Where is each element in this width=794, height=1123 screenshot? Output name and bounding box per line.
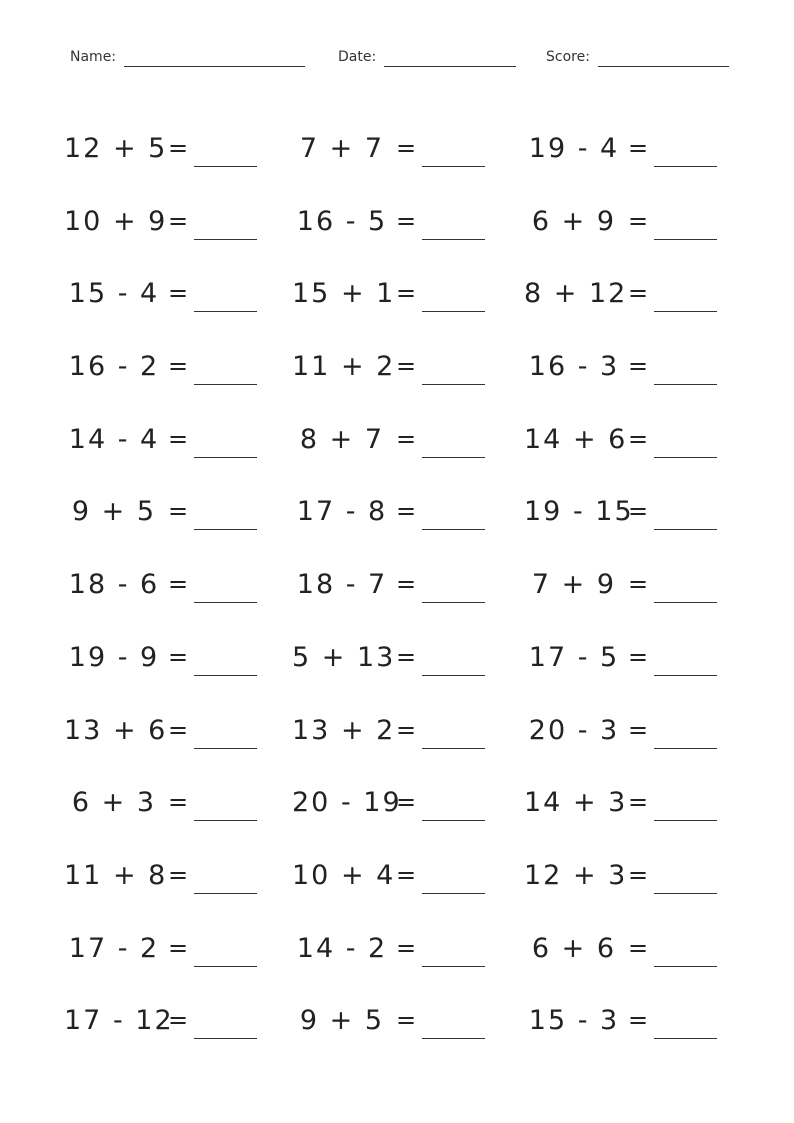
equals-sign: = [628,788,649,817]
answer-blank[interactable] [422,602,485,603]
problem-expression: 8 + 12 [524,278,628,310]
answer-blank[interactable] [194,457,257,458]
answer-blank[interactable] [654,602,717,603]
problem-expression: 12 + 5 [64,133,168,164]
equals-sign: = [628,206,649,235]
answer-blank[interactable] [422,457,485,458]
answer-blank[interactable] [654,675,717,676]
equals-sign: = [168,788,189,817]
problem-expression: 19 - 9 [68,641,160,673]
problem-item [292,124,522,176]
answer-blank[interactable] [654,166,717,167]
problem-expression: 5 + 13 [292,641,396,673]
equals-sign: = [396,497,417,526]
problem-item [292,633,522,685]
equals-sign: = [168,424,189,453]
problem-item [64,342,294,394]
equals-sign: = [628,933,649,962]
problem-expression: 9 + 5 [71,496,157,528]
problem-item [524,851,754,903]
equals-sign: = [168,497,189,526]
problem-expression: 19 - 4 [528,133,620,164]
problem-expression: 20 - 3 [528,714,620,746]
problem-item [524,197,754,249]
problem-expression: 17 - 12 [64,1005,174,1037]
problem-expression: 10 + 4 [292,859,396,891]
problem-expression: 18 - 7 [296,569,388,601]
problem-row [0,996,794,1069]
problem-item [292,487,522,539]
problem-row [0,124,794,197]
answer-blank[interactable] [422,384,485,385]
equals-sign: = [628,497,649,526]
equals-sign: = [628,1006,649,1035]
answer-blank[interactable] [194,1038,257,1039]
problem-expression: 16 - 3 [528,351,620,383]
equals-sign: = [168,860,189,889]
answer-blank[interactable] [422,239,485,240]
problem-item [524,924,754,976]
answer-blank[interactable] [654,893,717,894]
answer-blank[interactable] [422,166,485,167]
answer-blank[interactable] [654,239,717,240]
equals-sign: = [396,933,417,962]
problem-item [524,560,754,612]
equals-sign: = [628,424,649,453]
problem-expression: 17 - 8 [296,496,388,528]
problem-expression: 9 + 5 [299,1005,385,1037]
answer-blank[interactable] [654,311,717,312]
equals-sign: = [168,134,189,162]
answer-blank[interactable] [654,820,717,821]
answer-blank[interactable] [194,820,257,821]
answer-blank[interactable] [422,311,485,312]
problem-item [64,124,294,176]
problem-row [0,851,794,924]
problem-row [0,342,794,415]
problem-expression: 10 + 9 [64,205,168,237]
problem-expression: 17 - 2 [68,932,160,964]
answer-blank[interactable] [654,529,717,530]
problem-item [64,851,294,903]
problem-item [292,778,522,830]
problem-item [64,924,294,976]
equals-sign: = [396,424,417,453]
problem-expression: 8 + 7 [299,423,385,455]
problem-expression: 14 - 2 [296,932,388,964]
problem-expression: 16 - 2 [68,351,160,383]
problem-item [292,706,522,758]
answer-blank[interactable] [654,966,717,967]
equals-sign: = [168,570,189,599]
problem-item [524,706,754,758]
problem-item [64,487,294,539]
equals-sign: = [628,642,649,671]
problem-expression: 7 + 7 [299,133,385,164]
equals-sign: = [396,279,417,308]
equals-sign: = [396,134,417,162]
problem-expression: 13 + 6 [64,714,168,746]
answer-blank[interactable] [654,748,717,749]
problem-item [524,996,754,1048]
problem-item [64,269,294,321]
problem-expression: 20 - 19 [292,787,402,819]
answer-blank[interactable] [194,384,257,385]
problem-expression: 12 + 3 [524,859,628,891]
problem-row [0,487,794,560]
answer-blank[interactable] [194,166,257,167]
equals-sign: = [628,352,649,381]
problem-item [64,706,294,758]
problem-item [292,197,522,249]
problem-item [524,778,754,830]
problem-row [0,560,794,633]
problem-expression: 15 - 4 [68,278,160,310]
equals-sign: = [628,134,649,162]
problem-expression: 18 - 6 [68,569,160,601]
name-input-line[interactable] [124,48,305,67]
problem-expression: 11 + 2 [292,351,396,383]
name-field [70,47,305,67]
equals-sign: = [396,1006,417,1035]
problem-expression: 19 - 15 [524,496,634,528]
equals-sign: = [168,1006,189,1035]
date-input-line[interactable] [384,48,516,67]
problem-item [64,633,294,685]
problem-row [0,633,794,706]
answer-blank[interactable] [654,457,717,458]
answer-blank[interactable] [194,239,257,240]
problem-item [524,269,754,321]
equals-sign: = [396,206,417,235]
problem-item [292,269,522,321]
equals-sign: = [628,715,649,744]
equals-sign: = [168,715,189,744]
problem-expression: 13 + 2 [292,714,396,746]
problem-item [64,996,294,1048]
problem-item [292,342,522,394]
problem-expression: 14 + 6 [524,423,628,455]
answer-blank[interactable] [194,675,257,676]
score-field [546,47,729,67]
problem-item [292,996,522,1048]
answer-blank[interactable] [194,893,257,894]
equals-sign: = [396,788,417,817]
problem-expression: 14 - 4 [68,423,160,455]
date-field [338,47,516,67]
problem-grid [0,124,794,1069]
equals-sign: = [168,933,189,962]
answer-blank[interactable] [194,529,257,530]
answer-blank[interactable] [194,748,257,749]
problem-row [0,706,794,779]
problem-item [524,124,754,176]
answer-blank[interactable] [194,966,257,967]
equals-sign: = [628,279,649,308]
equals-sign: = [396,570,417,599]
problem-item [524,487,754,539]
problem-item [524,415,754,467]
problem-row [0,415,794,488]
problem-item [64,560,294,612]
equals-sign: = [168,279,189,308]
problem-item [524,342,754,394]
problem-item [292,851,522,903]
problem-item [524,633,754,685]
problem-expression: 7 + 9 [531,569,617,601]
answer-blank[interactable] [194,311,257,312]
problem-expression: 14 + 3 [524,787,628,819]
problem-expression: 11 + 8 [64,859,168,891]
equals-sign: = [168,642,189,671]
answer-blank[interactable] [194,602,257,603]
problem-item [64,197,294,249]
problem-item [292,924,522,976]
answer-blank[interactable] [654,384,717,385]
score-label: Score: [546,49,590,65]
problem-expression: 15 + 1 [292,278,396,310]
problem-expression: 16 - 5 [296,205,388,237]
equals-sign: = [396,715,417,744]
score-input-line[interactable] [598,48,729,67]
problem-expression: 6 + 9 [531,205,617,237]
problem-row [0,197,794,270]
problem-expression: 6 + 3 [71,787,157,819]
answer-blank[interactable] [422,529,485,530]
problem-item [64,415,294,467]
problem-row [0,778,794,851]
problem-item [292,560,522,612]
equals-sign: = [628,570,649,599]
equals-sign: = [168,352,189,381]
answer-blank[interactable] [654,1038,717,1039]
answer-blank[interactable] [422,820,485,821]
problem-row [0,269,794,342]
worksheet-header [0,47,794,71]
problem-expression: 17 - 5 [528,641,620,673]
answer-blank[interactable] [422,893,485,894]
equals-sign: = [396,352,417,381]
equals-sign: = [168,206,189,235]
problem-item [292,415,522,467]
problem-item [64,778,294,830]
answer-blank[interactable] [422,966,485,967]
equals-sign: = [396,860,417,889]
problem-expression: 15 - 3 [528,1005,620,1037]
answer-blank[interactable] [422,1038,485,1039]
name-label: Name: [70,49,117,65]
problem-row [0,924,794,997]
date-label: Date: [338,49,377,65]
answer-blank[interactable] [422,675,485,676]
equals-sign: = [628,860,649,889]
answer-blank[interactable] [422,748,485,749]
problem-expression: 6 + 6 [531,932,617,964]
equals-sign: = [396,642,417,671]
